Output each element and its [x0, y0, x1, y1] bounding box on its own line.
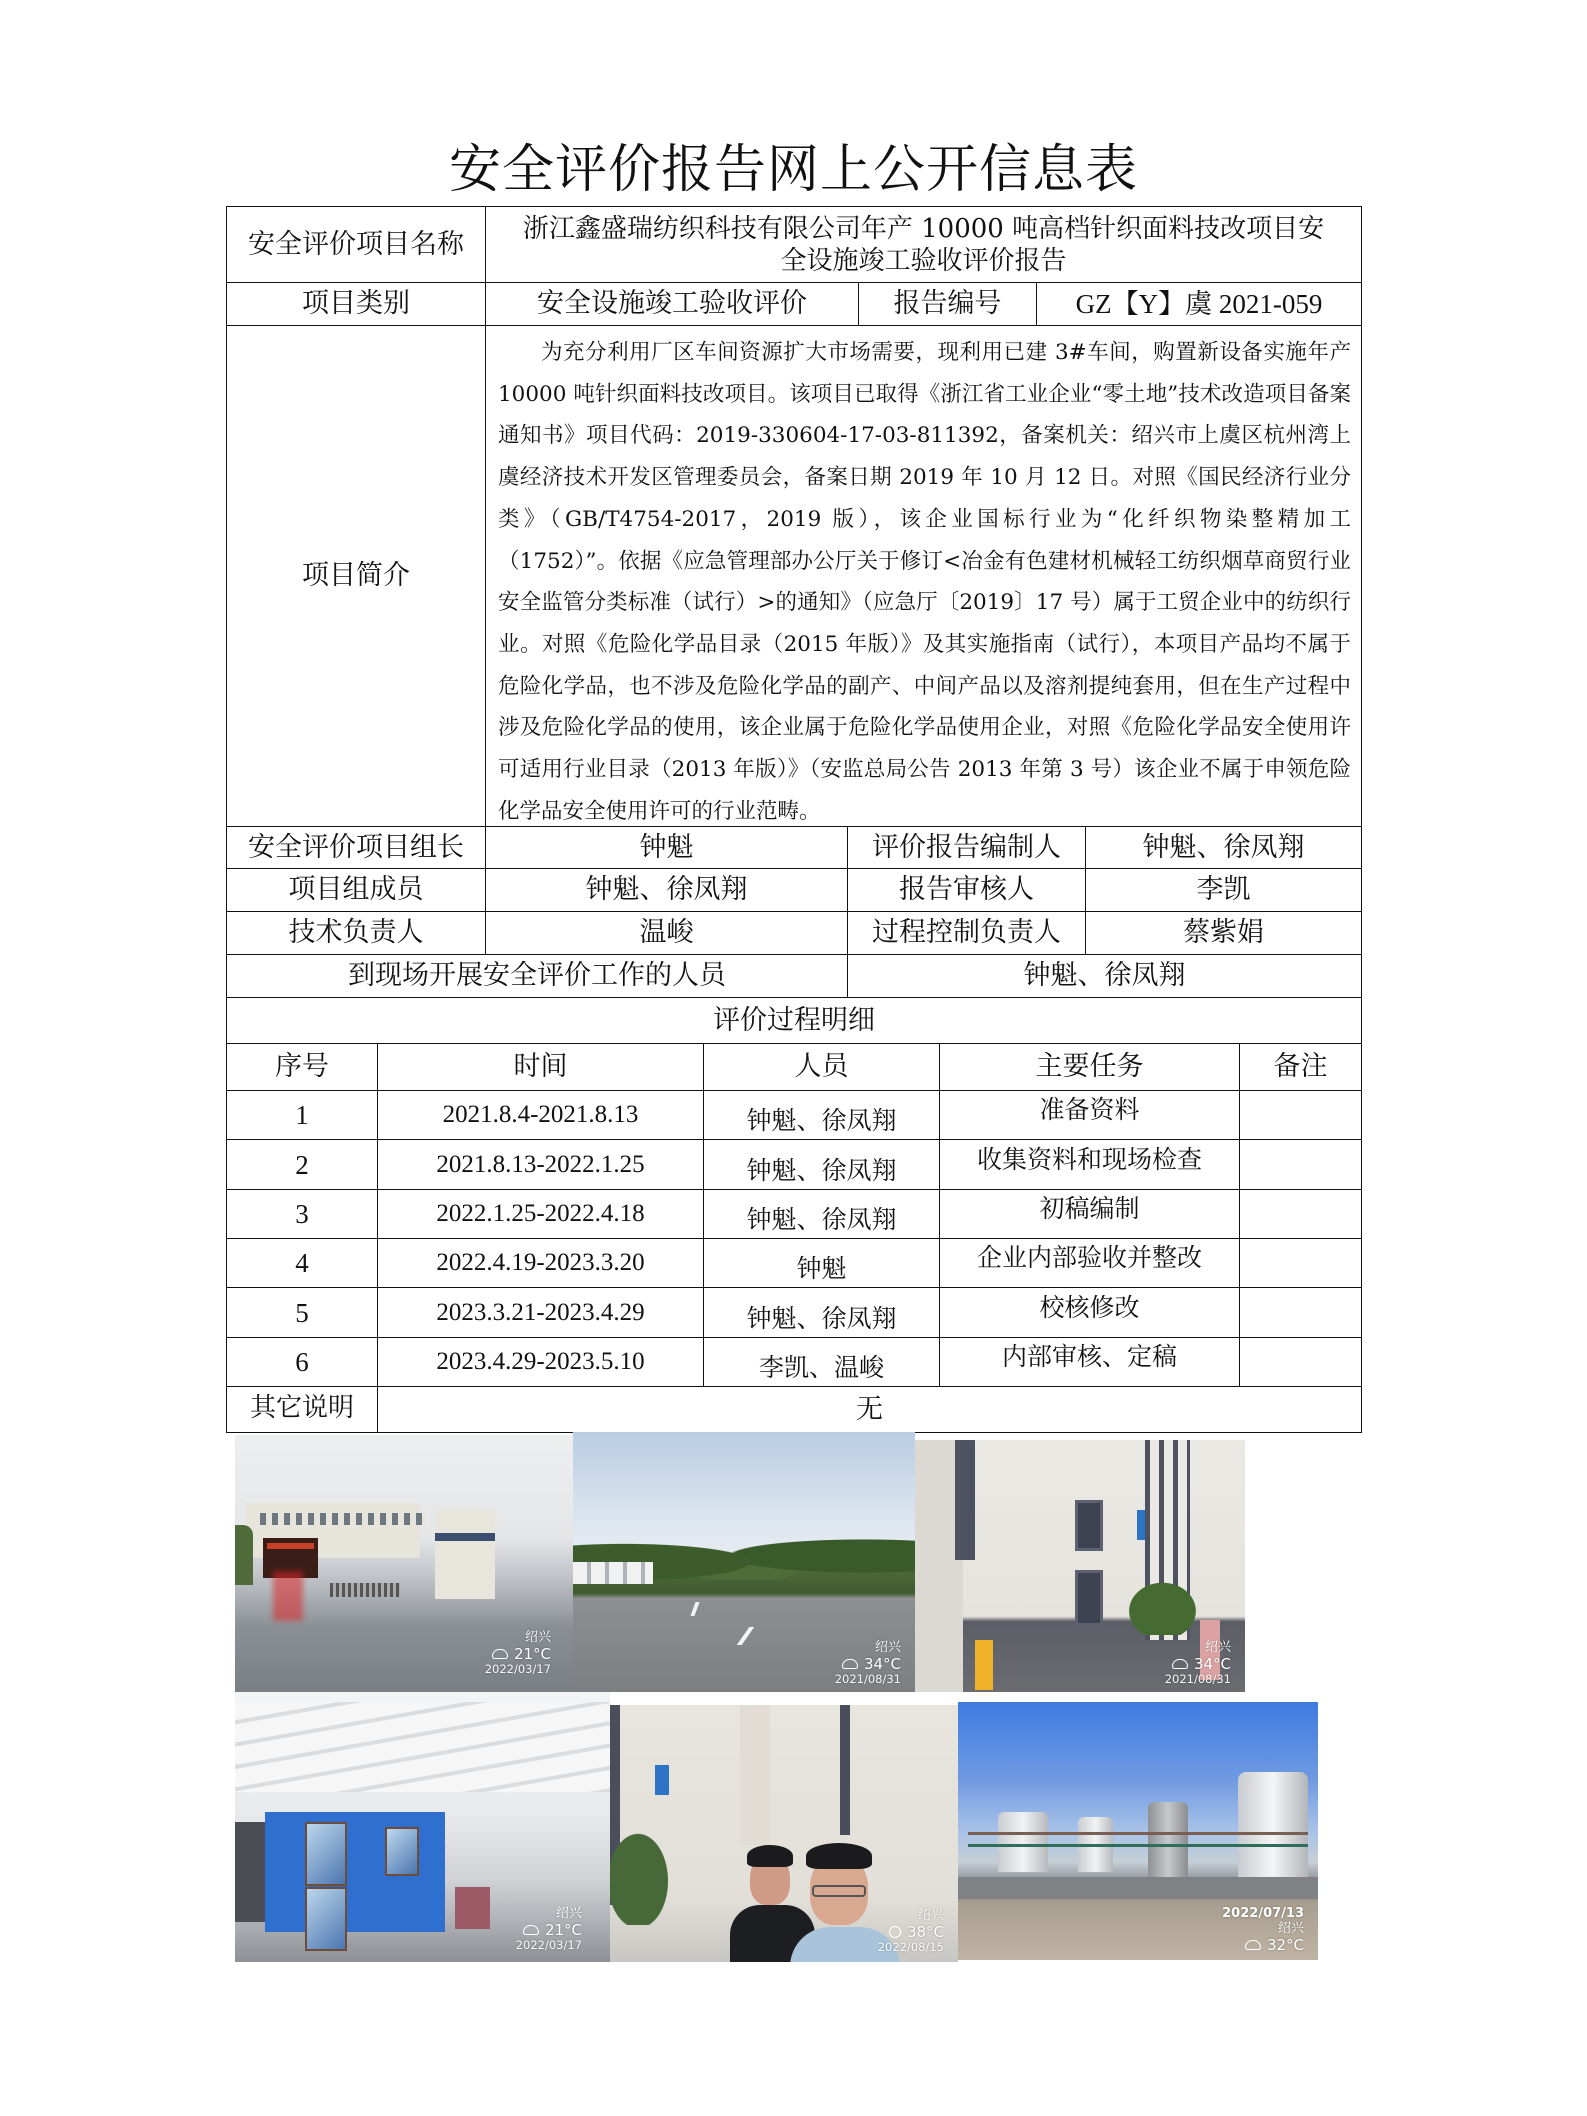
report-no-value-text: GZ【Y】虞 2021-059: [1075, 289, 1323, 319]
photo-temp: 32°C: [1266, 1935, 1304, 1954]
photo-office-building: [915, 1440, 1245, 1692]
row-time: [377, 1090, 704, 1140]
members-label: [226, 868, 486, 912]
photo-temp: 38°C: [906, 1922, 944, 1941]
row-no-text: 2: [295, 1149, 309, 1180]
header-task-text: 主要任务: [1035, 1051, 1144, 1082]
header-time: [377, 1043, 704, 1091]
row-no-text: 6: [295, 1347, 309, 1377]
header-no: [226, 1043, 378, 1091]
onsite-label: [226, 954, 848, 998]
header-people: [703, 1043, 940, 1091]
members-value-text: 钟魁、徐凤翔: [585, 874, 748, 905]
process-ctrl-value-text: 蔡紫娟: [1183, 917, 1264, 948]
photo-watermark: [878, 1909, 944, 1954]
category-value: [485, 282, 859, 326]
photo-date: 2021/08/31: [834, 1671, 901, 1686]
photo-inspectors: [610, 1705, 958, 1962]
row-time-text: 2023.4.29-2023.5.10: [436, 1348, 645, 1375]
other-label: [226, 1386, 378, 1433]
photo-chemical-tanks: [958, 1702, 1318, 1960]
row-time: [377, 1337, 704, 1387]
intro-label-text: 项目简介: [302, 560, 410, 591]
process-section-title: [226, 997, 1362, 1044]
row-people-text: 钟魁、徐凤翔: [746, 1155, 897, 1185]
author-value: [1085, 826, 1362, 869]
row-people: [703, 1090, 940, 1140]
category-value-text: 安全设施竣工验收评价: [537, 288, 807, 319]
row-time-text: 2021.8.13-2022.1.25: [436, 1150, 645, 1178]
header-note-text: 备注: [1273, 1051, 1328, 1082]
reviewer-value: [1085, 868, 1362, 912]
category-label: [226, 282, 486, 326]
row-task-text: 企业内部验收并整改: [976, 1243, 1202, 1272]
row-task-text: 校核修改: [1039, 1292, 1140, 1322]
photo-date: 2022/03/17: [484, 1661, 551, 1676]
row-note: [1239, 1337, 1362, 1387]
other-value-text: 无: [856, 1393, 883, 1425]
cloud-icon: [1245, 1940, 1261, 1950]
row-note: [1239, 1287, 1362, 1338]
photo-temp: 34°C: [863, 1654, 901, 1673]
sun-icon: [889, 1926, 901, 1938]
row-time: [377, 1189, 704, 1239]
intro-text: 为充分利用厂区车间资源扩大市场需要，现利用已建 3#车间，购置新设备实施年产 10000 吨针织面料技改项目。该项目已取得《浙江省工业企业“零土地”技术改造项目备案通知书》项目代码：2019-330604-17-03-811392，备案机关：绍兴市上虞区杭州湾上虞经济技术开发区管理委员会，备案日期 2019 年 10 月 12 日。对照《国民经济行业分类》（GB/T4754-2017，2019 版），该企业国标行业为“化纤织物染整精加工（1752）”。依据《应急管理部办公厅关于修订<冶金有色建材机械轻工纺织烟草商贸行业安全监管分类标准（试行）>的通知》（应急厅〔2019〕17 号）属于工贸企业中的纺织行业。对照《危险化学品目录（2015 年版）》及其实施指南（试行），本项目产品均不属于危险化学品，也不涉及危险化学品的副产、中间产品以及溶剂提纯套用，但在生产过程中涉及危险化学品的使用，该企业属于危险化学品使用企业，对照《危险化学品安全使用许可适用行业目录（2013 年版）》（安监总局公告 2013 年第 3 号）该企业不属于申领危险化学品安全使用许可的行业范畴。: [485, 325, 1362, 827]
row-no-text: 5: [295, 1297, 309, 1328]
tech-label: [226, 911, 486, 955]
row-time-text: 2022.1.25-2022.4.18: [436, 1200, 645, 1227]
reviewer-value-text: 李凯: [1196, 874, 1251, 905]
onsite-value: [847, 954, 1362, 998]
row-no: [226, 1337, 378, 1387]
row-people: [703, 1189, 940, 1239]
row-people-text: 钟魁、徐凤翔: [746, 1106, 897, 1135]
row-people-text: 钟魁: [796, 1254, 847, 1283]
row-people: [703, 1287, 940, 1338]
photo-temp: 34°C: [1193, 1654, 1231, 1673]
photo-date: 2021/08/31: [1164, 1671, 1231, 1686]
photo-temp: 21°C: [513, 1644, 551, 1663]
tech-value-text: 温峻: [639, 917, 694, 948]
row-time: [377, 1238, 704, 1288]
author-value-text: 钟魁、徐凤翔: [1142, 831, 1305, 863]
members-label-text: 项目组成员: [288, 874, 424, 905]
reviewer-label: [847, 868, 1086, 912]
row-task: [939, 1139, 1240, 1190]
row-no: [226, 1238, 378, 1288]
row-task-text: 收集资料和现场检查: [976, 1144, 1202, 1174]
photo-city: 绍兴: [1277, 1920, 1304, 1936]
row-task: [939, 1238, 1240, 1288]
row-time-text: 2023.3.21-2023.4.29: [436, 1298, 645, 1326]
row-no: [226, 1090, 378, 1140]
reviewer-label-text: 报告审核人: [899, 874, 1034, 905]
category-label-text: 项目类别: [302, 288, 410, 319]
row-no-text: 1: [295, 1100, 309, 1130]
photo-temp: 21°C: [544, 1920, 582, 1939]
row-task-text: 初稿编制: [1039, 1194, 1140, 1223]
row-no-text: 4: [295, 1248, 309, 1278]
row-no: [226, 1189, 378, 1239]
project-name-label-text: 安全评价项目名称: [248, 228, 464, 260]
tech-value: [485, 911, 848, 955]
row-task-text: 内部审核、定稿: [1001, 1342, 1177, 1371]
project-name-line1: 浙江鑫盛瑞纺织科技有限公司年产 10000 吨高档针织面料技改项目安: [522, 213, 1325, 244]
row-task-text: 准备资料: [1039, 1095, 1140, 1124]
process-ctrl-value: [1085, 911, 1362, 955]
photo-watermark: [516, 1907, 582, 1952]
onsite-value-text: 钟魁、徐凤翔: [1023, 960, 1186, 991]
row-task: [939, 1189, 1240, 1239]
project-name-value: [485, 206, 1362, 283]
row-note: [1239, 1090, 1362, 1140]
other-label-text: 其它说明: [249, 1392, 354, 1423]
row-time: [377, 1287, 704, 1338]
leader-value: [485, 826, 848, 869]
row-people-text: 李凯、温峻: [758, 1353, 884, 1382]
leader-label: [226, 826, 486, 869]
process-ctrl-label: [847, 911, 1086, 955]
row-time-text: 2021.8.4-2021.8.13: [442, 1101, 639, 1128]
intro-label: [226, 325, 486, 827]
onsite-label-text: 到现场开展安全评价工作的人员: [348, 960, 726, 991]
photo-date: 2022/08/15: [877, 1939, 944, 1954]
photo-date: 2022/03/17: [515, 1937, 582, 1952]
row-note: [1239, 1189, 1362, 1239]
project-name-line2: 全设施竣工验收评价报告: [780, 245, 1067, 276]
row-people: [703, 1139, 940, 1190]
report-no-label-text: 报告编号: [893, 288, 1002, 319]
leader-value-text: 钟魁: [639, 831, 694, 863]
row-note: [1239, 1238, 1362, 1288]
photo-watermark: [1165, 1641, 1231, 1686]
tech-label-text: 技术负责人: [288, 917, 424, 948]
leader-label-text: 安全评价项目组长: [248, 831, 464, 863]
row-task: [939, 1090, 1240, 1140]
photo-city: 绍兴: [555, 1905, 582, 1921]
row-no: [226, 1139, 378, 1190]
cloud-icon: [1172, 1659, 1188, 1669]
report-no-value: [1036, 282, 1362, 326]
photo-workshop: [235, 1692, 610, 1962]
project-name-label: [226, 206, 486, 283]
header-time-text: 时间: [513, 1051, 568, 1082]
process-section-title-text: 评价过程明细: [713, 1004, 875, 1036]
row-time-text: 2022.4.19-2023.3.20: [436, 1249, 645, 1276]
row-task: [939, 1287, 1240, 1338]
photo-watermark: [1222, 1907, 1304, 1954]
members-value: [485, 868, 848, 912]
header-note: [1239, 1043, 1362, 1091]
row-no: [226, 1287, 378, 1338]
page-title: 安全评价报告网上公开信息表: [448, 140, 1138, 200]
photo-city: 绍兴: [524, 1629, 551, 1645]
header-no-text: 序号: [275, 1051, 329, 1082]
author-label: [847, 826, 1086, 869]
other-value: [377, 1386, 1362, 1433]
cloud-icon: [842, 1659, 858, 1669]
photo-watermark: [835, 1641, 901, 1686]
report-no-label: [858, 282, 1037, 326]
row-note: [1239, 1139, 1362, 1190]
row-people-text: 钟魁、徐凤翔: [746, 1205, 897, 1234]
header-task: [939, 1043, 1240, 1091]
photo-city: 绍兴: [874, 1639, 901, 1655]
row-people-text: 钟魁、徐凤翔: [746, 1303, 897, 1333]
header-people-text: 人员: [794, 1051, 849, 1082]
process-ctrl-label-text: 过程控制负责人: [872, 917, 1061, 948]
cloud-icon: [523, 1925, 539, 1935]
photo-city: 绍兴: [1204, 1639, 1231, 1655]
photo-city: 绍兴: [917, 1907, 944, 1923]
photo-road: [573, 1432, 915, 1692]
photo-date: 2022/07/13: [1222, 1905, 1304, 1921]
row-people: [703, 1238, 940, 1288]
row-no-text: 3: [295, 1199, 309, 1229]
row-time: [377, 1139, 704, 1190]
cloud-icon: [492, 1649, 508, 1659]
photo-factory-gate: [235, 1435, 573, 1692]
row-task: [939, 1337, 1240, 1387]
author-label-text: 评价报告编制人: [872, 831, 1061, 863]
photo-watermark: [485, 1631, 551, 1676]
row-people: [703, 1337, 940, 1387]
